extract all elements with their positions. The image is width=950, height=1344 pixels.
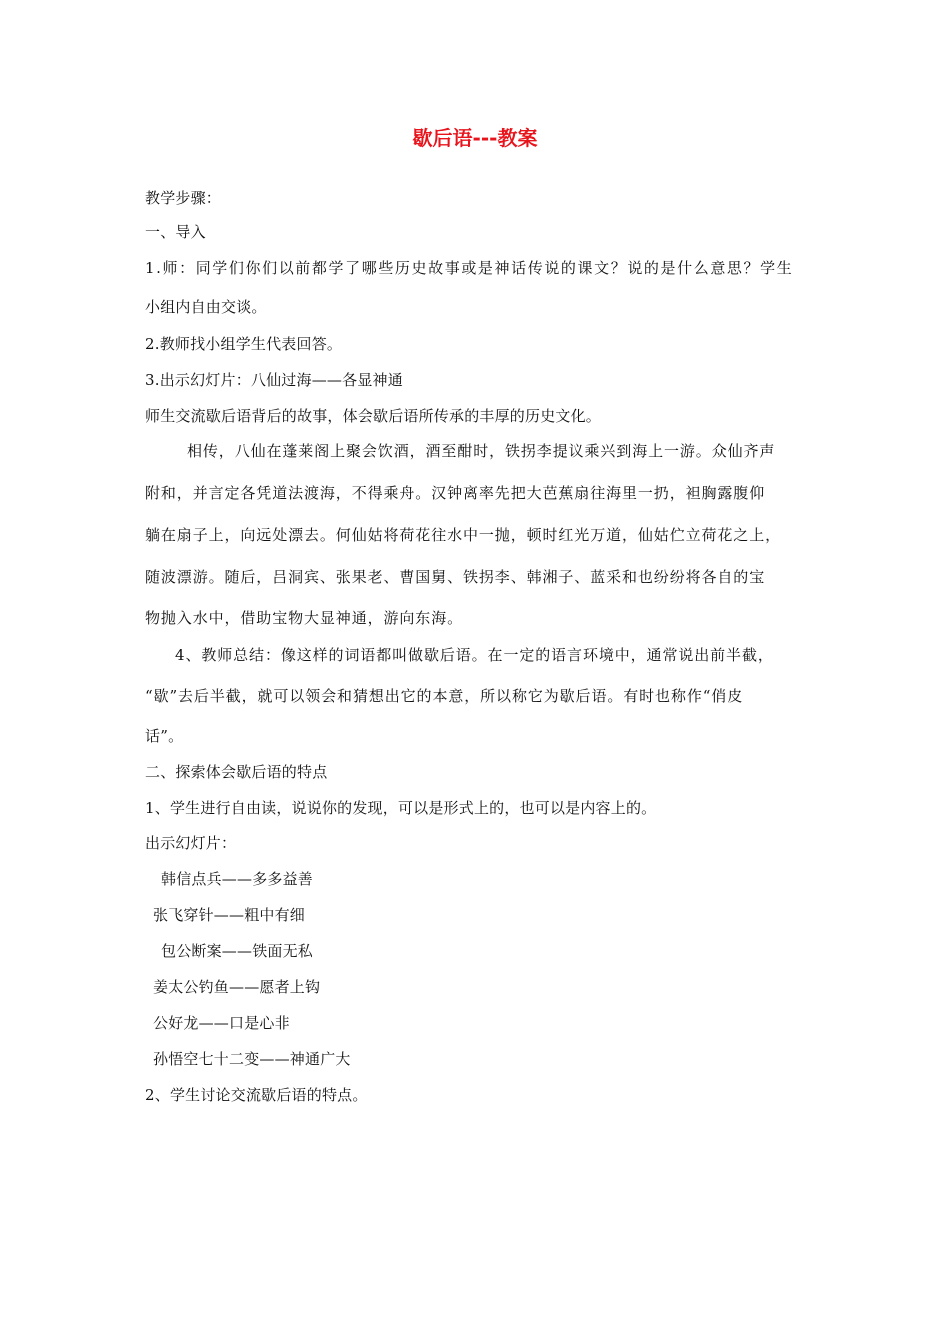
text-line: 师生交流歇后语背后的故事，体会歇后语所传承的丰厚的历史文化。	[145, 407, 602, 425]
story-line: 附和，并言定各凭道法渡海，不得乘舟。汉钟离率先把大芭蕉扇往海里一扔，袒胸露腹仰	[145, 484, 766, 502]
text-line: 3.出示幻灯片：八仙过海——各显神通	[145, 371, 403, 389]
section-heading: 二、探索体会歇后语的特点	[145, 763, 328, 781]
text-line: 出示幻灯片：	[145, 834, 237, 852]
story-line: 随波漂游。随后，吕洞宾、张果老、曹国舅、铁拐李、韩湘子、蓝采和也纷纷将各自的宝	[145, 568, 766, 586]
text-line: 2.教师找小组学生代表回答。	[145, 335, 343, 353]
story-line: 相传，八仙在蓬莱阁上聚会饮酒，酒至酣时，铁拐李提议乘兴到海上一游。众仙齐声	[187, 442, 776, 460]
saying-item: 公好龙——口是心非	[153, 1014, 290, 1032]
text-line: 小组内自由交谈。	[145, 298, 267, 316]
text-line: 教学步骤：	[145, 189, 222, 207]
section-heading: 一、导入	[145, 223, 206, 241]
saying-item: 姜太公钓鱼——愿者上钩	[153, 978, 321, 996]
story-line: 物抛入水中，借助宝物大显神通，游向东海。	[145, 609, 464, 627]
summary-line: 话”。	[145, 727, 184, 745]
summary-line: “歇”去后半截，就可以领会和猜想出它的本意，所以称它为歇后语。有时也称作“俏皮	[145, 687, 744, 705]
document-title: 歇后语---教案	[412, 126, 538, 150]
saying-item: 张飞穿针——粗中有细	[153, 906, 306, 924]
saying-item: 包公断案——铁面无私	[161, 942, 314, 960]
text-line: 1、学生进行自由读，说说你的发现，可以是形式上的，也可以是内容上的。	[145, 799, 657, 817]
saying-item: 孙悟空七十二变——神通广大	[153, 1050, 351, 1068]
text-line: 1.师：同学们你们以前都学了哪些历史故事或是神话传说的课文？说的是什么意思？学生	[145, 259, 794, 277]
text-line: 2、学生讨论交流歇后语的特点。	[145, 1086, 368, 1104]
saying-item: 韩信点兵——多多益善	[161, 870, 314, 888]
summary-line: 4、教师总结：像这样的词语都叫做歇后语。在一定的语言环境中，通常说出前半截，	[175, 646, 774, 664]
story-line: 躺在扇子上，向远处漂去。何仙姑将荷花往水中一抛，顿时红光万道，仙姑伫立荷花之上，	[145, 526, 782, 544]
